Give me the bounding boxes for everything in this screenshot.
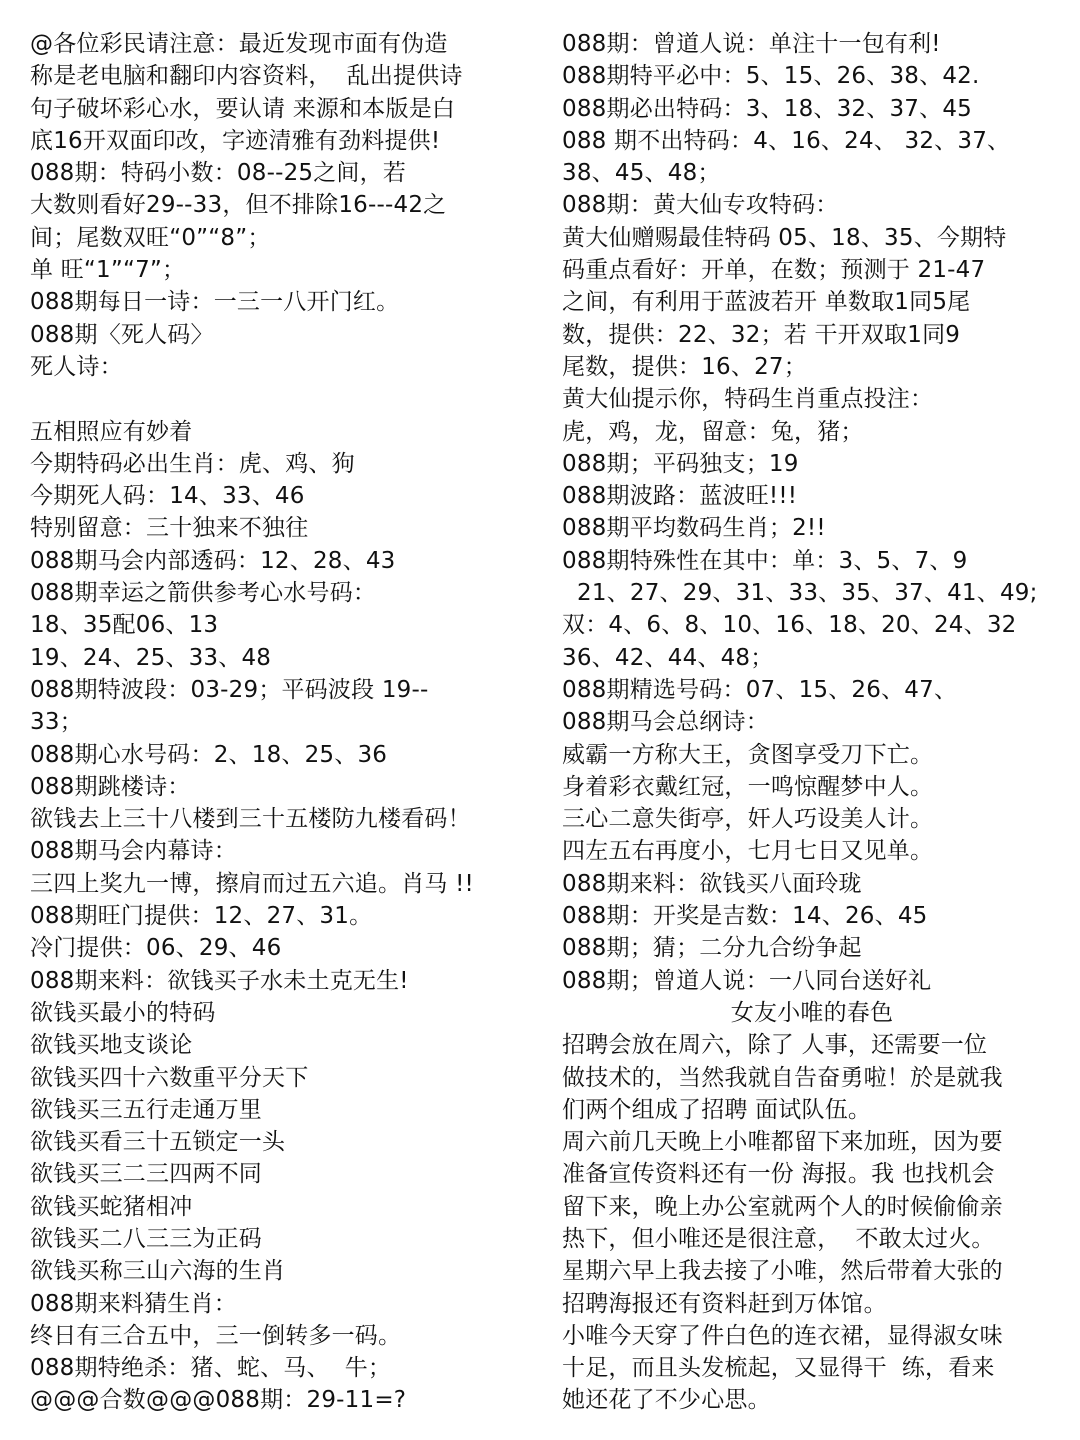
story-title: 女友小唯的春色 [730,999,894,1026]
left-line-13: 五相照应有妙着 [30,418,193,445]
right-line-8: 码重点看好：开单，在数；预测于 21-47 [562,257,986,284]
right-line-38: 热下，但小唯还是很注意， 不敢太过火。 [562,1225,995,1252]
right-line-25: 三心二意失街亭，奸人巧设美人计。 [562,806,934,833]
right-line-28: 088期：开奖是吉数：14、26、45 [562,903,928,930]
right-line-6: 088期：黄大仙专攻特码： [562,192,839,219]
right-line-34: 们两个组成了招聘 面试队伍。 [562,1096,872,1123]
left-line-17: 088期马会内部透码：12、28、43 [30,547,396,574]
left-line-9: 088期每日一诗：一三一八开门红。 [30,289,400,316]
right-line-20: 36、42、44、48； [562,644,774,671]
right-column [562,28,1062,1417]
left-line-38: 欲钱买二八三三为正码 [30,1225,262,1252]
left-line-26: 088期马会内幕诗： [30,838,237,865]
right-line-42: 十足，而且头发梳起，又显得干 练，看来 [562,1355,995,1382]
right-line-10: 数，提供：22、32；若 干开双取1同9 [562,321,961,348]
right-line-37: 留下来，晚上办公室就两个人的时候偷偷亲 [562,1193,1003,1220]
right-line-27: 088期来料：欲钱买八面玲珑 [562,870,862,897]
right-line-33: 做技术的，当然我就自告奋勇啦！於是就我 [562,1064,1003,1091]
left-line-18: 088期幸运之箭供参考心水号码： [30,580,377,607]
left-line-1: @各位彩民请注意：最近发现市面有伪造 [30,31,448,57]
left-line-32: 欲钱买地支谈论 [30,1032,193,1059]
left-line-3: 句子破坏彩心水，要认请 来源和本版是白 [30,95,456,122]
left-line-36: 欲钱买三二三四两不同 [30,1161,262,1188]
right-line-18: 21、27、29、31、33、35、37、41、49; [562,580,1038,607]
left-line-12 [30,383,530,415]
right-line-43: 她还花了不少心思。 [562,1387,771,1414]
left-line-27: 三四上奖九一博，擦肩而过五六追。肖马 !! [30,870,474,897]
right-line-14: 088期；平码独支；19 [562,450,799,477]
left-line-33: 欲钱买四十六数重平分天下 [30,1064,309,1091]
left-line-42: 088期特绝杀：猪、蛇、马、 牛； [30,1355,392,1382]
left-line-40: 088期来料猜生肖： [30,1290,237,1317]
right-line-4: 088 期不出特码：4、16、24、 32、37、 [562,127,1011,154]
left-line-5: 088期：特码小数：08--25之间，若 [30,160,407,187]
right-line-22: 088期马会总纲诗： [562,709,769,736]
left-line-31: 欲钱买最小的特码 [30,999,216,1026]
right-line-36: 准备宣传资料还有一份 海报。我 也找机会 [562,1161,995,1188]
left-line-23: 088期心水号码：2、18、25、36 [30,741,388,768]
right-line-35: 周六前几天晚上小唯都留下来加班，因为要 [562,1129,1003,1156]
right-line-30: 088期；曾道人说：一八同台送好礼 [562,967,932,994]
right-line-9: 之间，有利用于蓝波若开 单数取1同5尾 [562,289,971,316]
left-line-22: 33； [30,709,83,736]
right-line-19: 双：4、6、8、10、16、18、20、24、32 [562,612,1017,639]
left-line-29: 冷门提供：06、29、46 [30,935,282,962]
left-line-15: 今期死人码：14、33、46 [30,483,305,510]
left-line-37: 欲钱买蛇猪相冲 [30,1193,193,1220]
right-line-1: 088期：曾道人说：单注十一包有利! [562,31,941,57]
left-line-34: 欲钱买三五行走通万里 [30,1096,262,1123]
right-line-13: 虎，鸡，龙，留意：兔，猪； [562,418,864,445]
left-line-25: 欲钱去上三十八楼到三十五楼防九楼看码！ [30,806,471,833]
right-line-3: 088期必出特码：3、18、32、37、45 [562,95,972,122]
left-line-4: 底16开双面印改，字迹清雅有劲料提供! [30,127,441,154]
right-line-12: 黄大仙提示你，特码生肖重点投注： [562,386,934,413]
left-line-39: 欲钱买称三山六海的生肖 [30,1258,286,1285]
right-line-17: 088期特殊性在其中：单：3、5、7、9 [562,547,968,574]
left-line-24: 088期跳楼诗： [30,773,191,800]
left-line-10: 088期〈死人码〉 [30,321,214,348]
left-line-21: 088期特波段：03-29；平码波段 19-- [30,676,429,703]
left-column [30,28,530,1417]
right-line-39: 星期六早上我去接了小唯，然后带着大张的 [562,1258,1003,1285]
left-line-28: 088期旺门提供：12、27、31。 [30,903,373,930]
right-line-32: 招聘会放在周六，除了 人事，还需要一位 [562,1032,988,1059]
right-line-29: 088期；猜；二分九合纷争起 [562,935,862,962]
left-line-7: 间；尾数双旺“0”“8”； [30,224,271,251]
left-line-30: 088期来料：欲钱买子水未土克无生! [30,967,409,994]
left-line-43: @@@合数@@@088期：29-11=? [30,1387,407,1414]
left-line-41: 终日有三合五中，三一倒转多一码。 [30,1322,402,1349]
left-line-16: 特别留意：三十独来不独往 [30,515,309,542]
right-line-24: 身着彩衣戴红冠，一鸣惊醒梦中人。 [562,773,934,800]
left-line-20: 19、24、25、33、48 [30,644,272,671]
left-line-35: 欲钱买看三十五锁定一头 [30,1129,286,1156]
right-line-15: 088期波路：蓝波旺!!! [562,483,798,510]
right-line-26: 四左五右再度小，七月七日又见单。 [562,838,934,865]
right-line-7: 黄大仙赠赐最佳特码 05、18、35、今期特 [562,224,1007,251]
left-line-2: 称是老电脑和翻印内容资料， 乱出提供诗 [30,63,463,90]
left-line-19: 18、35配06、13 [30,612,219,639]
left-line-8: 单 旺“1”“7”； [30,257,186,284]
right-line-40: 招聘海报还有资料赶到万体馆。 [562,1290,887,1317]
right-line-41: 小唯今天穿了件白色的连衣裙，显得淑女味 [562,1322,1003,1349]
left-line-14: 今期特码必出生肖：虎、鸡、狗 [30,450,355,477]
right-line-23: 威霸一方称大王，贪图享受刀下亡。 [562,741,934,768]
left-line-6: 大数则看好29--33，但不排除16---42之 [30,192,447,219]
left-line-11: 死人诗： [30,353,123,380]
right-line-5: 38、45、48； [562,160,721,187]
right-line-2: 088期特平必中：5、15、26、38、42. [562,63,980,90]
right-line-21: 088期精选号码：07、15、26、47、 [562,676,958,703]
right-line-16: 088期平均数码生肖；2!! [562,515,826,542]
right-line-11: 尾数，提供：16、27； [562,353,807,380]
